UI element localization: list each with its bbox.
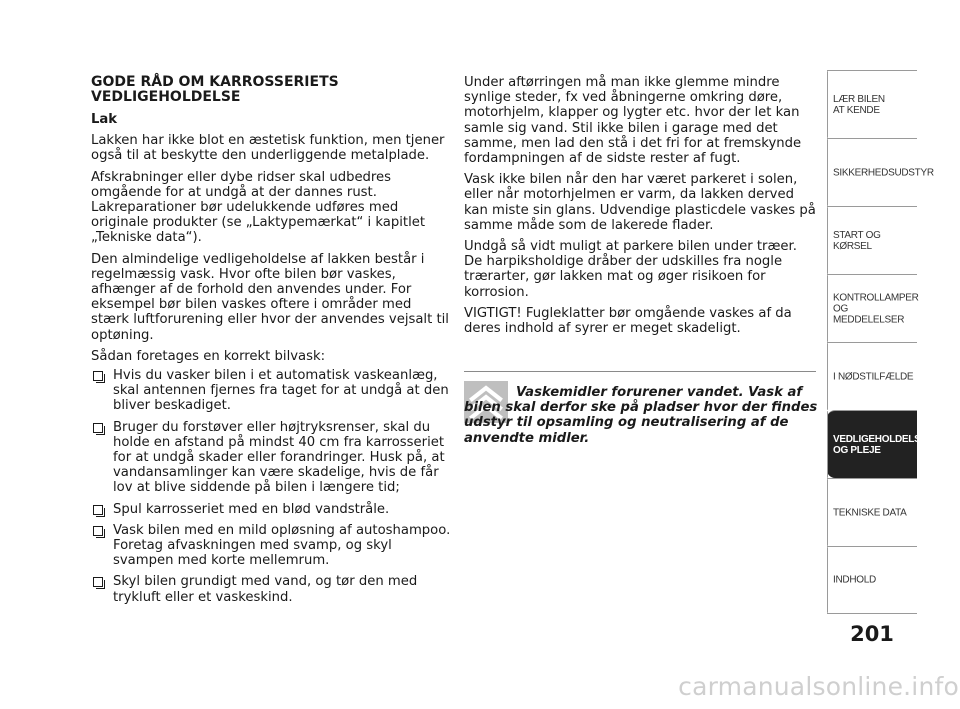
warning-divider xyxy=(464,371,816,372)
checkbox-bullet-icon xyxy=(93,526,103,536)
tab-laer-bilen-at-kende[interactable]: LÆR BILEN AT KENDE xyxy=(827,70,917,138)
list-item: Bruger du forstøver eller højtryksrenser, skal du holde en afstand på mindst 40 cm fra karrosseriet for at undgå skader eller forandringer. Husk på, at vandansamlinger kan være skadelige, hvis de får lov at blive siddende på bilen i længere tid; xyxy=(91,420,451,496)
list-item: Skyl bilen grundigt med vand, og tør den med trykluft eller et vaskeskind. xyxy=(91,574,451,604)
section-heading: GODE RÅD OM KARROSSERIETS VEDLIGEHOLDELSE xyxy=(91,74,339,105)
left-column xyxy=(91,75,451,611)
paragraph: Undgå så vidt muligt at parkere bilen under træer. De harpiksholdige dråber der udskilles fra nogle trærarter, gør lakken mat og øger risikoen for korrosion. xyxy=(464,239,797,300)
page-number: 201 xyxy=(850,622,894,646)
right-column xyxy=(464,75,818,342)
subheading-lak: Lak xyxy=(91,112,118,127)
checkbox-bullet-icon xyxy=(93,505,103,515)
checkbox-bullet-icon xyxy=(93,423,103,433)
tab-vedligeholdelse-og-pleje[interactable]: VEDLIGEHOLDELSE OG PLEJE xyxy=(827,410,917,478)
paragraph: Den almindelige vedligeholdelse af lakken består i regelmæssig vask. Hvor ofte bilen bør vaskes, afhænger af de forhold den anvendes under. For eksempel bør bilen vaskes oftere i områder med stærk luftforurening eller hvor der anvendes vejsalt til optøning. xyxy=(91,251,449,343)
tab-sikkerhedsudstyr[interactable]: SIKKERHEDSUDSTYR xyxy=(827,138,917,206)
wash-steps-list xyxy=(91,368,451,605)
checkbox-bullet-icon xyxy=(93,577,103,587)
paragraph: Lakken har ikke blot en æstetisk funktion, men tjener også til at beskytte den underliggende metalplade. xyxy=(91,133,445,164)
tab-start-og-korsel[interactable]: START OG KØRSEL xyxy=(827,206,917,274)
list-item: Vask bilen med en mild opløsning af autoshampoo. Foretag afvaskningen med svamp, og skyl svampen med korte mellemrum. xyxy=(91,523,451,569)
tab-kontrollamper[interactable]: KONTROLLAMPER OG MEDDELELSER xyxy=(827,274,917,342)
chapter-tabs xyxy=(827,70,934,614)
tab-indhold[interactable]: INDHOLD xyxy=(827,546,917,614)
environment-warning: Vaskemidler forurener vandet. Vask af bilen skal derfor ske på pladser hvor der findes udstyr til opsamling og neutralisering af de anvendte midler. xyxy=(464,385,818,446)
tab-i-nodstilfaelde[interactable]: I NØDSTILFÆLDE xyxy=(827,342,917,410)
paragraph: Sådan foretages en korrekt bilvask: xyxy=(91,348,326,364)
list-item: Spul karrosseriet med en blød vandstråle. xyxy=(91,502,451,517)
paragraph: Afskrabninger eller dybe ridser skal udbedres omgående for at undgå at der dannes rust. Lakreparationer bør udelukkende udføres med originale produkter (se „Laktypemærkat“ i kapitlet „Tekniske data“). xyxy=(91,169,426,246)
list-item: Hvis du vasker bilen i et automatisk vaskeanlæg, skal antennen fjernes fra taget for at undgå at den bliver beskadiget. xyxy=(91,368,451,414)
paragraph: Under aftørringen må man ikke glemme mindre synlige steder, fx ved åbningerne omkring døre, motorhjelm, klapper og lygter etc. hvor der let kan samle sig vand. Stil ikke bilen i garage med det samme, men lad den stå i det fri for at fremskynde fordampningen af de sidste rester af fugt. xyxy=(464,75,802,167)
tab-tekniske-data[interactable]: TEKNISKE DATA xyxy=(827,478,917,546)
paragraph: VIGTIGT! Fugleklatter bør omgående vaskes af da deres indhold af syrer er meget skadeligt. xyxy=(464,305,792,337)
checkbox-bullet-icon xyxy=(93,371,103,381)
watermark: carmanualsonline.info xyxy=(678,672,959,701)
paragraph: Vask ikke bilen når den har været parkeret i solen, eller når motorhjelmen er varm, da lakken derved kan miste sin glans. Udvendige plasticdele vaskes på samme måde som de lakerede flader. xyxy=(464,172,816,233)
